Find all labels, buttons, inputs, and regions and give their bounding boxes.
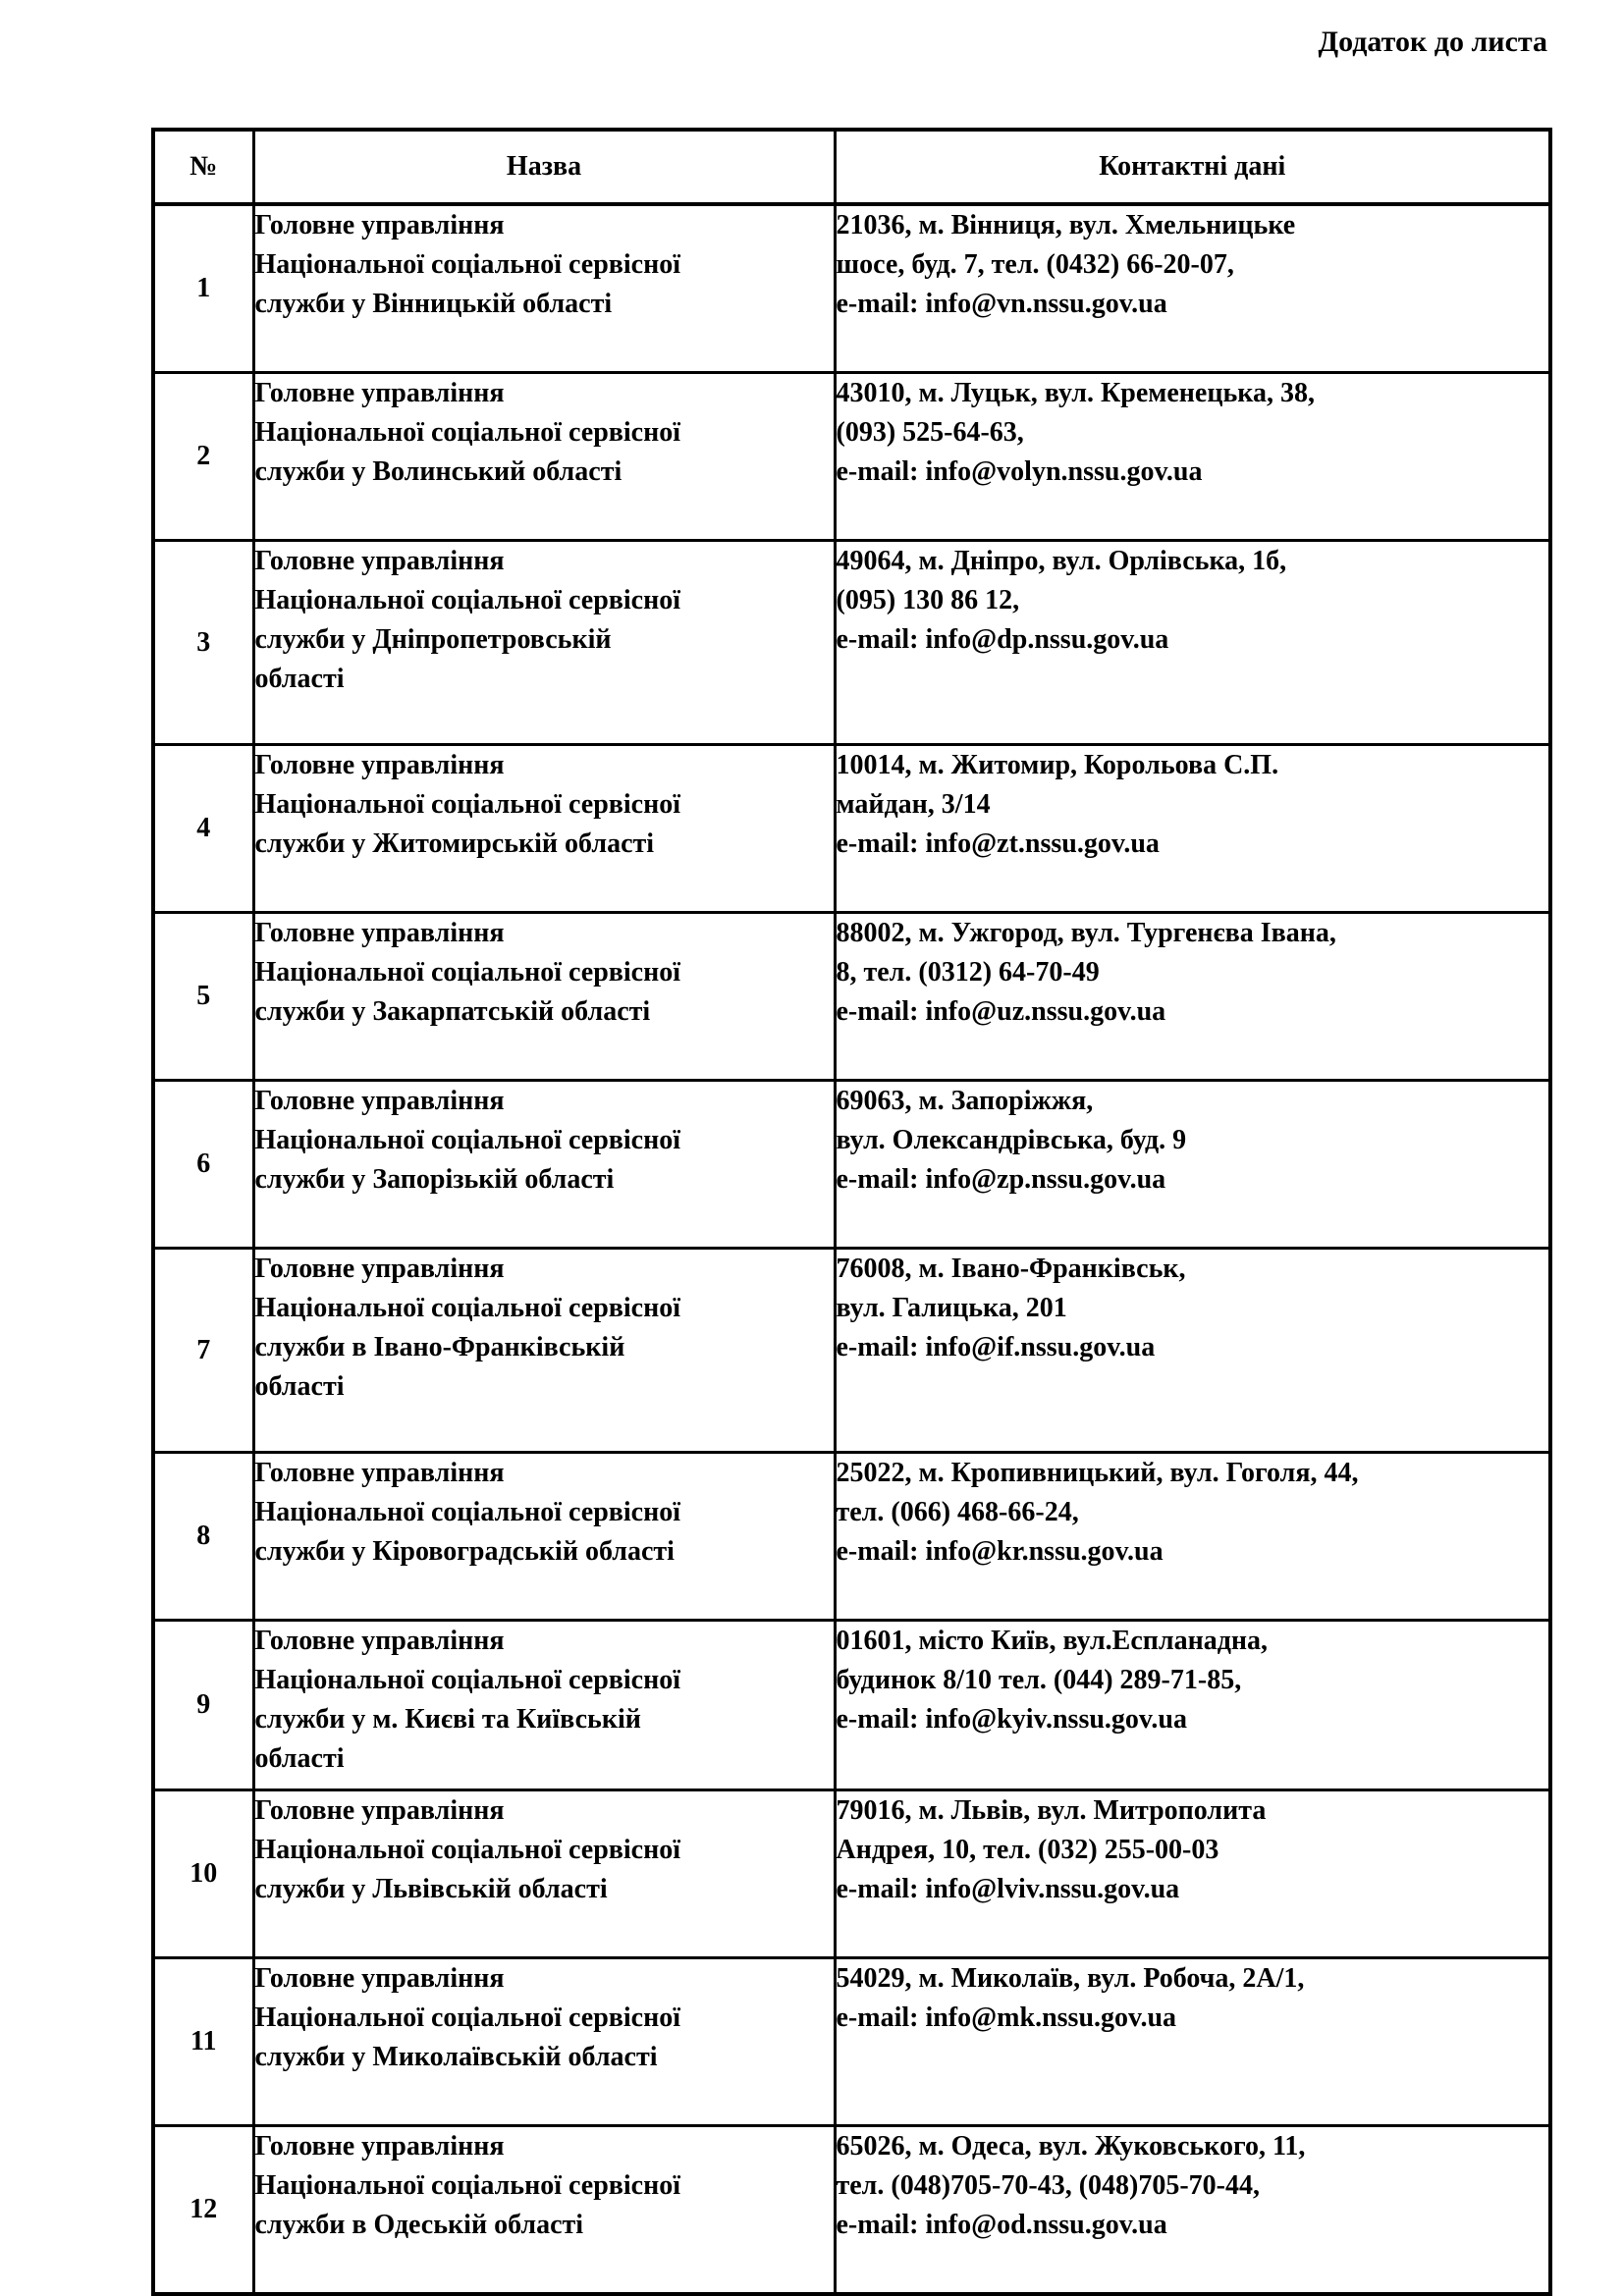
document-annotation: Додаток до листа	[1318, 26, 1547, 58]
contact-line: e-mail: info@vn.nssu.gov.ua	[836, 289, 1167, 319]
table-row	[153, 1621, 1550, 1790]
name-line: Головне управління	[254, 750, 505, 780]
name-line: Головне управління	[254, 210, 505, 240]
name-line: служби у Вінницькій області	[254, 289, 613, 319]
contact-line: e-mail: info@mk.nssu.gov.ua	[836, 2002, 1177, 2033]
contact-cell	[835, 745, 1550, 913]
table-row	[153, 1790, 1550, 1958]
name-line: Національної соціальної сервісної	[254, 789, 681, 820]
name-line: Головне управління	[254, 1963, 505, 1994]
contact-line: 8, тел. (0312) 64-70-49	[836, 957, 1100, 988]
contact-cell	[835, 373, 1550, 541]
name-cell	[253, 913, 835, 1081]
name-line: Головне управління	[254, 2131, 505, 2162]
contact-line: e-mail: info@zp.nssu.gov.ua	[836, 1164, 1166, 1195]
name-line: Головне управління	[254, 1086, 505, 1116]
row-number: 9	[153, 1621, 253, 1790]
name-line: Національної соціальної сервісної	[254, 2170, 681, 2201]
name-line: служби в Івано-Франківській	[254, 1332, 625, 1362]
row-number: 4	[153, 745, 253, 913]
contact-line: 69063, м. Запоріжжя,	[836, 1086, 1094, 1116]
name-cell	[253, 1958, 835, 2126]
table-row	[153, 1453, 1550, 1621]
contact-line: (095) 130 86 12,	[836, 585, 1020, 615]
name-cell	[253, 745, 835, 913]
header-row	[153, 130, 1550, 204]
name-line: Національної соціальної сервісної	[254, 249, 681, 280]
name-line: служби у Волинський області	[254, 456, 623, 487]
contact-cell	[835, 1081, 1550, 1249]
contact-line: e-mail: info@zt.nssu.gov.ua	[836, 828, 1160, 859]
name-line: служби у Львівській області	[254, 1874, 608, 1904]
name-line: Національної соціальної сервісної	[254, 1125, 681, 1155]
name-line: Національної соціальної сервісної	[254, 1293, 681, 1323]
name-line: служби у Миколаївській області	[254, 2042, 658, 2072]
contact-line: 21036, м. Вінниця, вул. Хмельницьке	[836, 210, 1296, 240]
contact-line: 79016, м. Львів, вул. Митрополита	[836, 1795, 1267, 1826]
name-line: Головне управління	[254, 1626, 505, 1656]
name-line: служби у м. Києві та Київській	[254, 1704, 641, 1735]
table-row	[153, 2126, 1550, 2295]
contact-line: e-mail: info@od.nssu.gov.ua	[836, 2210, 1167, 2240]
table-row	[153, 745, 1550, 913]
name-cell	[253, 1453, 835, 1621]
contact-line: 88002, м. Ужгород, вул. Тургенєва Івана,	[836, 918, 1336, 948]
table-row	[153, 1249, 1550, 1453]
name-line: області	[254, 664, 345, 694]
contact-line: Андрея, 10, тел. (032) 255-00-03	[836, 1835, 1219, 1865]
contact-line: 49064, м. Дніпро, вул. Орлівська, 1б,	[836, 546, 1287, 576]
table-row	[153, 204, 1550, 373]
table-row	[153, 1081, 1550, 1249]
name-line: Національної соціальної сервісної	[254, 1835, 681, 1865]
contact-cell	[835, 2126, 1550, 2295]
name-line: Головне управління	[254, 546, 505, 576]
contact-line: 25022, м. Кропивницький, вул. Гоголя, 44,	[836, 1458, 1359, 1488]
column-header-name: Назва	[253, 130, 835, 204]
row-number: 5	[153, 913, 253, 1081]
row-number: 2	[153, 373, 253, 541]
name-line: Національної соціальної сервісної	[254, 417, 681, 448]
name-line: служби у Дніпропетровській	[254, 624, 612, 655]
contact-line: шосе, буд. 7, тел. (0432) 66-20-07,	[836, 249, 1234, 280]
contact-line: e-mail: info@kr.nssu.gov.ua	[836, 1536, 1164, 1567]
table-row	[153, 1958, 1550, 2126]
contact-cell	[835, 913, 1550, 1081]
name-cell	[253, 1790, 835, 1958]
name-line: Головне управління	[254, 378, 505, 408]
name-line: Національної соціальної сервісної	[254, 957, 681, 988]
contact-line: 54029, м. Миколаїв, вул. Робоча, 2А/1,	[836, 1963, 1305, 1994]
contact-line: тел. (048)705-70-43, (048)705-70-44,	[836, 2170, 1260, 2201]
contact-line: e-mail: info@lviv.nssu.gov.ua	[836, 1874, 1180, 1904]
contact-line: вул. Галицька, 201	[836, 1293, 1067, 1323]
contact-line: 76008, м. Івано-Франківськ,	[836, 1254, 1186, 1284]
table-row	[153, 541, 1550, 745]
row-number: 6	[153, 1081, 253, 1249]
contact-line: (093) 525-64-63,	[836, 417, 1024, 448]
contact-cell	[835, 1958, 1550, 2126]
contacts-table	[151, 128, 1552, 2296]
contact-line: 43010, м. Луцьк, вул. Кременецька, 38,	[836, 378, 1315, 408]
name-line: Головне управління	[254, 918, 505, 948]
name-cell	[253, 2126, 835, 2295]
name-cell	[253, 1249, 835, 1453]
name-line: служби у Закарпатській області	[254, 996, 651, 1027]
row-number: 8	[153, 1453, 253, 1621]
name-line: служби в Одеській області	[254, 2210, 584, 2240]
name-cell	[253, 1081, 835, 1249]
contact-cell	[835, 1790, 1550, 1958]
name-cell	[253, 541, 835, 745]
name-line: області	[254, 1743, 345, 1774]
name-cell	[253, 1621, 835, 1790]
contact-line: 10014, м. Житомир, Корольова С.П.	[836, 750, 1279, 780]
name-line: служби у Кіровоградській області	[254, 1536, 675, 1567]
name-line: Національної соціальної сервісної	[254, 1497, 681, 1527]
contact-line: e-mail: info@volyn.nssu.gov.ua	[836, 456, 1203, 487]
name-line: Національної соціальної сервісної	[254, 585, 681, 615]
name-line: служби у Запорізькій області	[254, 1164, 615, 1195]
row-number: 11	[153, 1958, 253, 2126]
row-number: 7	[153, 1249, 253, 1453]
name-line: Головне управління	[254, 1254, 505, 1284]
name-cell	[253, 373, 835, 541]
contact-line: 01601, місто Київ, вул.Еспланадна,	[836, 1626, 1269, 1656]
name-line: Головне управління	[254, 1795, 505, 1826]
name-line: Головне управління	[254, 1458, 505, 1488]
row-number: 3	[153, 541, 253, 745]
table-row	[153, 913, 1550, 1081]
contact-line: e-mail: info@uz.nssu.gov.ua	[836, 996, 1166, 1027]
contact-cell	[835, 1453, 1550, 1621]
contact-line: e-mail: info@kyiv.nssu.gov.ua	[836, 1704, 1187, 1735]
name-line: Національної соціальної сервісної	[254, 1665, 681, 1695]
contact-cell	[835, 1249, 1550, 1453]
contact-cell	[835, 541, 1550, 745]
name-line: Національної соціальної сервісної	[254, 2002, 681, 2033]
contact-line: e-mail: info@dp.nssu.gov.ua	[836, 624, 1169, 655]
row-number: 1	[153, 204, 253, 373]
contact-cell	[835, 1621, 1550, 1790]
row-number: 12	[153, 2126, 253, 2295]
contact-line: 65026, м. Одеса, вул. Жуковського, 11,	[836, 2131, 1306, 2162]
name-cell	[253, 204, 835, 373]
contact-line: майдан, 3/14	[836, 789, 991, 820]
name-line: області	[254, 1371, 345, 1402]
contact-line: вул. Олександрівська, буд. 9	[836, 1125, 1187, 1155]
column-header-contacts: Контактні дані	[835, 130, 1550, 204]
contact-cell	[835, 204, 1550, 373]
contact-line: тел. (066) 468-66-24,	[836, 1497, 1079, 1527]
contact-line: e-mail: info@if.nssu.gov.ua	[836, 1332, 1156, 1362]
contact-line: будинок 8/10 тел. (044) 289-71-85,	[836, 1665, 1242, 1695]
row-number: 10	[153, 1790, 253, 1958]
name-line: служби у Житомирській області	[254, 828, 655, 859]
table-row	[153, 373, 1550, 541]
column-header-number: №	[153, 130, 253, 204]
